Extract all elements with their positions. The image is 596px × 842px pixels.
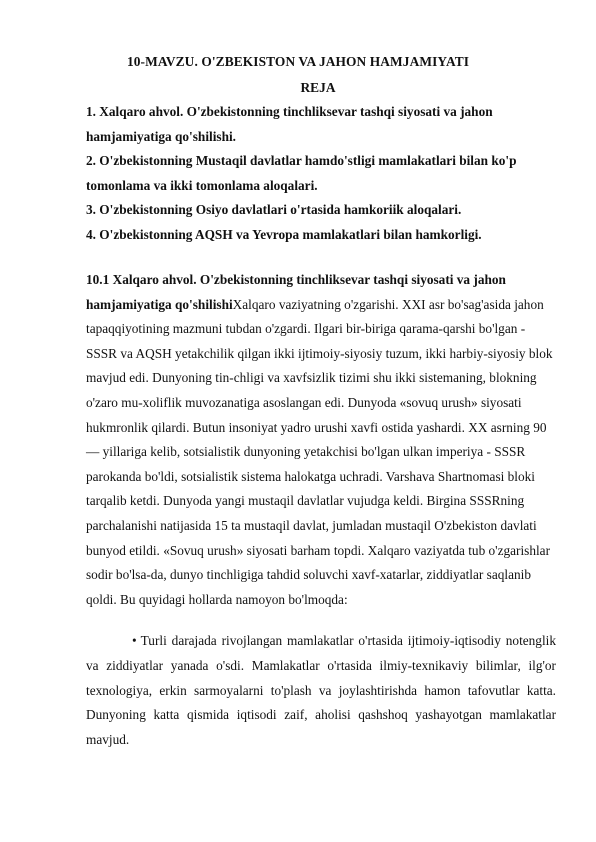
plan-label: REJA [300, 80, 336, 95]
plan-item: 4. O'zbekistonning AQSH va Yevropa mamlakatlari bilan hamkorligi. [86, 226, 482, 242]
page-title: 10-MAVZU. O'ZBEKISTON VA JAHON HAMJAMIYATI [126, 54, 470, 69]
plan-item: 1. Xalqaro ahvol. O'zbekistonning tinchliksevar tashqi siyosati va jahon hamjamiyatiga qo'shilishi. [86, 104, 493, 144]
plan-item: 2. O'zbekistonning Mustaqil davlatlar hamdo'stligi mamlakatlari bilan ko'p tomonlama va ikki tomonlama aloqalari. [86, 153, 517, 193]
section-heading: 10.1 Xalqaro ahvol. O'zbekistonning tinchliksevar tashqi siyosati va jahon hamjamiyatiga qo'shilishi [86, 272, 506, 312]
plan-list [86, 100, 556, 248]
plan-item: 3. O'zbekistonning Osiyo davlatlari o'rtasida hamkoriik aloqalari. [86, 202, 462, 218]
bullet-marker: • [132, 633, 137, 648]
bullet-text: Turli darajada rivojlangan mamlakatlar o'rtasida ijtimoiy-iqtisodiy notenglik va ziddiyatlar yanada o'sdi. Mamlakatlar o'rtasida ilmiy-texnikaviy bilimlar, ilg'or texnologiya, erkin sarmoyalarni to'plash va joylashtirishda hamon tafovutlar katta. Dunyoning katta qismida iqtisodi zaif, aholisi qashshoq yashayotgan mamlakatlar mavjud. [86, 633, 556, 748]
section-body: Xalqaro vaziyatning o'zgarishi. XXI asr bo'sag'asida jahon tapaqqiyotining mazmuni tubdan o'zgardi. Ilgari bir-biriga qarama-qarshi bo'lgan - SSSR va AQSH yetakchilik qilgan ikki ijtimoiy-siyosiy tuzum, ikki harbiy-siyosiy blok mavjud edi. Dunyoning tin-chligi va xavfsizlik tizimi shu ikki sistemaning, blokning o'zaro mu-xoliflik muvozanatiga asoslangan edi. Dunyoda «sovuq urush» siyosati hukmronlik qilardi. Butun insoniyat yadro urushi xavfi ostida yashardi. XX asrning 90— yillariga kelib, sotsialistik dunyoning yetakchisi bo'lgan ulkan imperiya - SSSR parokanda bo'ldi, sotsialistik sistema halokatga uchradi. Varshava Shartnomasi bloki tarqalib ketdi. Dunyoda yangi mustaqil davlatlar vujudga keldi. Birgina SSSRning parchalanishi natijasida 15 ta mustaqil davlat, jumladan mustaqil O'zbekiston davlati bunyod etildi. «Sovuq urush» siyosati barham topdi. Xalqaro vaziyatda tub o'zgarishlar sodir bo'lsa-da, dunyo tinchligiga tahdid soluvchi xavf-xatarlar, ziddiyatlar saqlanib qoldi. Bu quyidagi hollarda namoyon bo'lmoqda: [86, 296, 553, 607]
section-paragraph [86, 268, 556, 612]
bullet-paragraph [86, 629, 556, 753]
